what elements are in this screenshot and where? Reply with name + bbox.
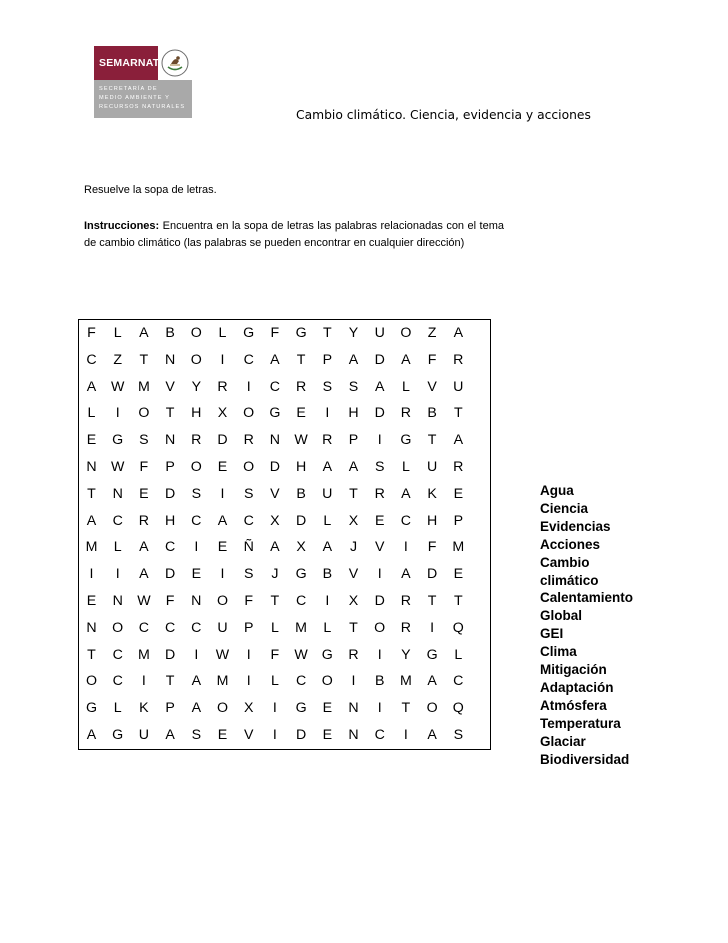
grid-letter: T <box>349 619 358 636</box>
grid-letter: O <box>190 325 202 341</box>
mexico-coat-of-arms-icon <box>160 48 190 78</box>
grid-letter: N <box>112 485 123 502</box>
grid-row <box>79 561 492 588</box>
grid-letter: C <box>138 619 150 636</box>
grid-letter: A <box>401 351 411 368</box>
grid-letter: H <box>295 459 307 475</box>
grid-letter: L <box>323 512 332 529</box>
grid-letter: O <box>190 351 202 368</box>
grid-letter: U <box>426 459 438 475</box>
grid-letter: I <box>115 566 120 583</box>
grid-letter: B <box>427 405 437 422</box>
word-list-item: Agua <box>540 483 574 498</box>
grid-letter: D <box>295 512 307 529</box>
prompt-text: Resuelve la sopa de letras. <box>84 184 217 196</box>
grid-letter: I <box>403 727 408 743</box>
grid-letter: V <box>348 566 359 583</box>
grid-letter: A <box>348 459 359 475</box>
grid-letter: E <box>296 405 306 422</box>
grid-letter: I <box>377 432 382 449</box>
grid-letter: S <box>243 485 254 502</box>
instructions-label: Instrucciones: <box>84 220 160 232</box>
grid-letter: A <box>139 325 149 341</box>
logo-line: SECRETARÍA DE <box>99 86 158 92</box>
grid-letter: I <box>272 727 277 743</box>
grid-letter: C <box>112 673 123 690</box>
word-list-item: climático <box>540 572 599 588</box>
word-list-item: GEI <box>540 626 564 642</box>
grid-letter: O <box>190 459 202 475</box>
grid-letter: T <box>427 432 437 449</box>
grid-letter: V <box>243 727 254 743</box>
grid-letter: S <box>139 432 149 449</box>
grid-letter: T <box>453 593 463 609</box>
word-list-item: Ciencia <box>540 500 589 516</box>
grid-letter: O <box>426 700 438 717</box>
grid-letter: E <box>374 512 385 529</box>
grid-letter: N <box>164 432 176 449</box>
grid-letter: E <box>86 593 97 609</box>
grid-letter: H <box>348 405 359 422</box>
word-list-item: Cambio <box>540 554 590 570</box>
grid-letter: A <box>86 727 97 743</box>
grid-letter: E <box>86 432 97 449</box>
grid-letter: G <box>243 325 255 341</box>
grid-letter: S <box>322 378 333 395</box>
word-list-item: Acciones <box>540 536 601 552</box>
grid-letter: V <box>427 378 437 395</box>
grid-letter: U <box>138 727 150 743</box>
grid-letter: A <box>270 351 280 368</box>
grid-letter: B <box>322 566 333 583</box>
grid-letter: Y <box>191 378 202 395</box>
grid-letter: R <box>295 378 307 395</box>
grid-letter: F <box>165 593 175 609</box>
grid-letter: W <box>137 593 151 609</box>
word-list-item: Clima <box>540 644 577 660</box>
grid-letter: X <box>348 512 359 529</box>
grid-letter: O <box>216 593 229 609</box>
grid-letter: S <box>453 727 464 743</box>
grid-letter: N <box>348 727 359 743</box>
grid-letter: F <box>427 539 437 556</box>
grid-letter: A <box>401 485 411 502</box>
grid-letter: T <box>270 593 280 609</box>
grid-letter: G <box>426 646 438 663</box>
grid-letter: E <box>217 459 228 475</box>
grid-letter: X <box>348 593 359 609</box>
grid-letter: O <box>321 673 333 690</box>
grid-letter: A <box>217 512 228 529</box>
grid-letter: D <box>269 459 281 475</box>
grid-letter: N <box>86 619 97 636</box>
grid-row <box>79 454 492 481</box>
grid-letter: A <box>427 727 437 743</box>
grid-letter: I <box>220 351 225 368</box>
logo-line: RECURSOS NATURALES <box>99 104 186 110</box>
grid-letter: I <box>351 673 356 690</box>
grid-letter: O <box>374 619 386 636</box>
logo-line: MEDIO AMBIENTE Y <box>99 95 170 101</box>
grid-letter: G <box>112 432 124 449</box>
word-list-item: Evidencias <box>540 518 611 534</box>
word-list-item: Calentamiento <box>540 590 634 606</box>
grid-letter: G <box>85 700 98 717</box>
grid-letter: A <box>86 378 97 395</box>
grid-letter: S <box>191 485 202 502</box>
grid-letter: U <box>453 378 464 395</box>
grid-row <box>79 722 492 749</box>
grid-letter: D <box>164 646 176 663</box>
grid-letter: T <box>296 351 306 368</box>
grid-letter: A <box>165 727 175 743</box>
grid-letter: L <box>270 619 279 636</box>
grid-letter: F <box>139 459 149 475</box>
semarnat-logo <box>94 46 192 118</box>
grid-letter: T <box>139 351 149 368</box>
grid-letter: O <box>243 405 255 422</box>
grid-letter: P <box>165 700 175 717</box>
grid-letter: A <box>139 539 149 556</box>
grid-letter: L <box>87 405 96 422</box>
grid-letter: I <box>89 566 94 583</box>
grid-letter: O <box>85 673 98 690</box>
grid-letter: D <box>374 405 385 422</box>
grid-letter: U <box>374 325 385 341</box>
grid-row <box>79 508 492 535</box>
grid-letter: C <box>374 727 385 743</box>
grid-letter: J <box>349 539 358 556</box>
grid-letter: G <box>400 432 412 449</box>
grid-letter: O <box>216 700 229 717</box>
grid-letter: V <box>165 378 175 395</box>
grid-letter: I <box>115 405 120 422</box>
grid-row <box>79 320 492 347</box>
instructions-text: Encuentra en la sopa de letras las palabras relacionadas con el tema de cambio climático (las palabras se pueden encontrar en cualquier dirección) <box>84 220 504 249</box>
grid-row <box>79 534 492 561</box>
grid-letter: M <box>137 646 150 663</box>
grid-letter: C <box>86 351 97 368</box>
grid-row <box>79 347 492 374</box>
grid-row <box>79 400 492 427</box>
grid-letter: R <box>322 432 333 449</box>
grid-letter: X <box>296 539 306 556</box>
grid-letter: A <box>270 539 280 556</box>
grid-letter: M <box>216 673 229 690</box>
grid-letter: I <box>141 673 146 690</box>
grid-letter: Y <box>401 646 411 663</box>
grid-letter: F <box>87 325 96 341</box>
grid-letter: N <box>164 351 176 368</box>
grid-letter: E <box>191 566 202 583</box>
grid-letter: R <box>243 432 254 449</box>
grid-letter: B <box>165 325 175 341</box>
grid-letter: G <box>112 727 124 743</box>
grid-letter: R <box>348 646 359 663</box>
grid-letter: D <box>374 351 385 368</box>
grid-letter: R <box>400 405 412 422</box>
grid-letter: X <box>270 512 280 529</box>
grid-letter: I <box>325 593 330 609</box>
grid-letter: B <box>374 673 385 690</box>
grid-row <box>79 695 492 722</box>
grid-letter: C <box>164 619 176 636</box>
grid-letter: L <box>113 700 122 717</box>
grid-letter: X <box>217 405 228 422</box>
grid-letter: H <box>164 512 176 529</box>
grid-letter: E <box>453 485 464 502</box>
word-list-item: Atmósfera <box>540 697 607 713</box>
grid-letter: I <box>403 539 408 556</box>
grid-letter: H <box>191 405 202 422</box>
grid-letter: M <box>137 378 150 395</box>
grid-letter: P <box>348 432 359 449</box>
grid-letter: S <box>243 566 254 583</box>
grid-row <box>79 668 492 695</box>
grid-row <box>79 615 492 642</box>
grid-letter: V <box>374 539 385 556</box>
grid-letter: C <box>400 512 412 529</box>
grid-letter: Q <box>452 619 464 636</box>
grid-letter: M <box>399 673 412 690</box>
grid-letter: C <box>453 673 464 690</box>
grid-letter: P <box>243 619 254 636</box>
grid-letter: A <box>191 700 202 717</box>
grid-letter: C <box>295 673 307 690</box>
grid-letter: C <box>112 512 123 529</box>
grid-letter: W <box>110 459 125 475</box>
grid-letter: G <box>295 566 307 583</box>
grid-letter: M <box>85 539 98 556</box>
grid-letter: S <box>191 727 202 743</box>
grid-letter: J <box>271 566 279 583</box>
word-search-grid <box>78 319 491 750</box>
grid-letter: F <box>270 646 280 663</box>
grid-letter: W <box>110 378 125 395</box>
grid-letter: O <box>112 619 124 636</box>
grid-letter: I <box>377 566 382 583</box>
grid-row <box>79 588 492 615</box>
grid-letter: R <box>400 619 412 636</box>
grid-letter: F <box>270 325 280 341</box>
grid-letter: L <box>454 646 463 663</box>
grid-letter: L <box>401 378 410 395</box>
grid-letter: S <box>348 378 359 395</box>
grid-letter: L <box>401 459 410 475</box>
grid-letter: W <box>294 646 308 663</box>
grid-letter: C <box>295 593 307 609</box>
word-list-item: Adaptación <box>540 679 614 695</box>
grid-letter: T <box>87 485 96 502</box>
grid-letter: L <box>270 673 279 690</box>
grid-letter: L <box>113 539 122 556</box>
grid-letter: E <box>217 539 228 556</box>
grid-letter: I <box>377 700 382 717</box>
grid-letter: I <box>430 619 435 636</box>
grid-letter: D <box>164 566 176 583</box>
grid-letter: Y <box>348 325 359 341</box>
logo-brand: SEMARNAT <box>94 46 158 80</box>
grid-letter: I <box>246 646 251 663</box>
grid-letter: L <box>323 619 332 636</box>
grid-letter: S <box>374 459 385 475</box>
grid-letter: C <box>243 512 254 529</box>
grid-letter: P <box>453 512 464 529</box>
grid-letter: A <box>322 459 333 475</box>
word-list <box>540 482 633 769</box>
grid-letter: R <box>453 459 464 475</box>
grid-letter: K <box>139 700 149 717</box>
grid-letter: T <box>349 485 358 502</box>
grid-letter: C <box>269 378 281 395</box>
grid-letter: I <box>325 405 330 422</box>
grid-letter: C <box>191 512 202 529</box>
grid-letter: E <box>322 727 333 743</box>
grid-letter: E <box>322 700 333 717</box>
grid-letter: E <box>139 485 149 502</box>
grid-letter: N <box>191 593 202 609</box>
grid-letter: M <box>295 619 307 636</box>
grid-letter: G <box>269 405 281 422</box>
grid-row <box>79 374 492 401</box>
grid-letter: I <box>246 673 251 690</box>
grid-letter: A <box>453 432 464 449</box>
grid-letter: W <box>215 646 230 663</box>
grid-letter: P <box>322 351 333 368</box>
grid-letter: A <box>374 378 385 395</box>
grid-letter: C <box>243 351 254 368</box>
grid-letter: T <box>165 405 175 422</box>
grid-letter: R <box>400 593 412 609</box>
grid-letter: L <box>218 325 227 341</box>
logo-top-band <box>94 46 192 80</box>
grid-letter: K <box>427 485 437 502</box>
grid-letter: I <box>272 700 277 717</box>
word-list-item: Glaciar <box>540 733 586 749</box>
grid-letter: T <box>165 673 175 690</box>
grid-letter: I <box>377 646 382 663</box>
grid-letter: T <box>87 646 96 663</box>
grid-letter: I <box>246 378 251 395</box>
grid-letter: O <box>400 325 412 341</box>
grid-letter: R <box>217 378 228 395</box>
grid-letter: O <box>138 405 150 422</box>
grid-row <box>79 642 492 669</box>
grid-letter: R <box>374 485 385 502</box>
grid-letter: T <box>401 700 411 717</box>
grid-letter: F <box>427 351 437 368</box>
grid-letter: T <box>322 325 332 341</box>
page-title: Cambio climático. Ciencia, evidencia y acciones <box>296 108 591 122</box>
grid-letter: A <box>453 325 464 341</box>
grid-letter: E <box>217 727 228 743</box>
grid-letter: E <box>453 566 464 583</box>
word-list-item: Temperatura <box>540 715 621 731</box>
grid-letter: A <box>348 351 359 368</box>
grid-letter: L <box>113 325 122 341</box>
grid-letter: A <box>191 673 202 690</box>
grid-letter: T <box>453 405 463 422</box>
grid-letter: N <box>269 432 281 449</box>
grid-letter: U <box>217 619 228 636</box>
grid-letter: I <box>194 539 199 556</box>
grid-letter: Z <box>113 351 123 368</box>
grid-letter: P <box>165 459 175 475</box>
grid-letter: X <box>243 700 254 717</box>
grid-letter: N <box>86 459 97 475</box>
grid-letter: Q <box>452 700 464 717</box>
grid-letter: Z <box>427 325 437 341</box>
grid-letter: H <box>426 512 438 529</box>
grid-letter: D <box>164 485 176 502</box>
grid-letter: D <box>374 593 385 609</box>
word-list-item: Biodiversidad <box>540 751 630 767</box>
grid-letter: I <box>220 485 225 502</box>
grid-letter: G <box>295 325 307 341</box>
grid-letter: C <box>112 646 123 663</box>
grid-letter: T <box>427 593 437 609</box>
grid-letter: C <box>164 539 176 556</box>
grid-letter: D <box>295 727 307 743</box>
grid-letter: G <box>295 700 307 717</box>
instructions-paragraph <box>84 218 504 251</box>
grid-letter: O <box>243 459 255 475</box>
grid-letter: N <box>348 700 359 717</box>
grid-letter: F <box>244 593 254 609</box>
grid-letter: R <box>191 432 202 449</box>
grid-row <box>79 481 492 508</box>
grid-letter: B <box>296 485 306 502</box>
word-list-item: Global <box>540 608 583 624</box>
grid-letter: D <box>426 566 438 583</box>
grid-row <box>79 427 492 454</box>
grid-letter: I <box>194 646 199 663</box>
grid-letter: C <box>191 619 202 636</box>
grid-letter: G <box>321 646 333 663</box>
grid-letter: U <box>322 485 333 502</box>
grid-letter: M <box>452 539 465 556</box>
grid-letter: W <box>294 432 308 449</box>
grid-letter: N <box>112 593 123 609</box>
grid-letter: R <box>138 512 150 529</box>
logo-secretariat-text <box>94 80 192 118</box>
grid-letter: A <box>427 673 437 690</box>
grid-letter: D <box>217 432 228 449</box>
grid-letter: Ñ <box>243 539 254 556</box>
grid-letter: I <box>220 566 225 583</box>
grid-letter: A <box>139 566 149 583</box>
grid-letter: A <box>86 512 97 529</box>
grid-letter: R <box>453 351 464 368</box>
word-list-item: Mitigación <box>540 662 607 678</box>
grid-letter: A <box>322 539 333 556</box>
grid-letter: A <box>401 566 411 583</box>
grid-letter: V <box>270 485 280 502</box>
